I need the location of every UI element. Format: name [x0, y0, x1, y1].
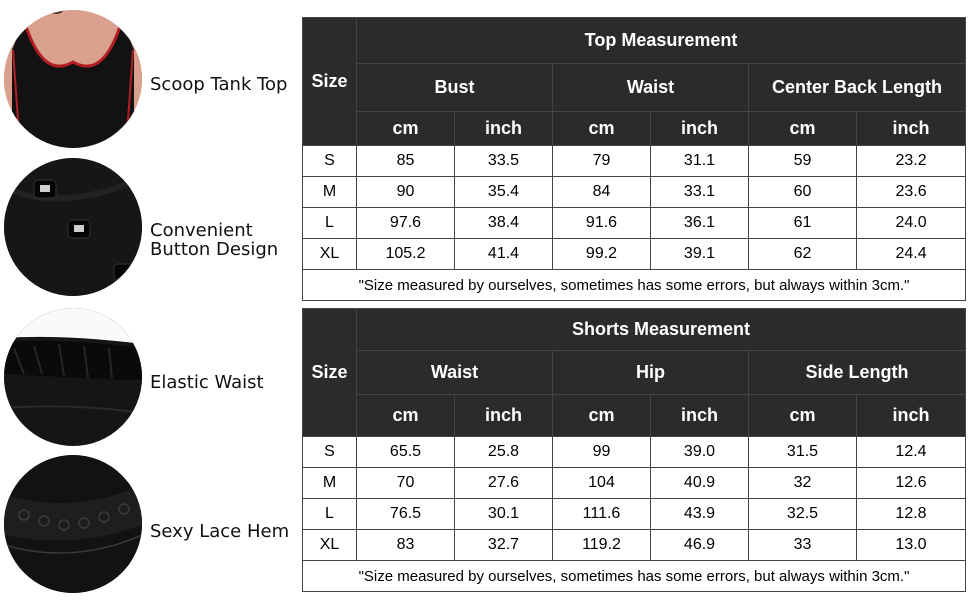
feature-scoop-tank-top: [0, 8, 300, 148]
value-cell: 12.4: [857, 437, 966, 468]
size-note: "Size measured by ourselves, sometimes has some errors, but always within 3cm.": [303, 561, 966, 592]
group-header: Bust: [357, 64, 553, 112]
value-cell: 33.1: [651, 177, 749, 208]
size-cell: S: [303, 437, 357, 468]
value-cell: 31.5: [749, 437, 857, 468]
feature-label: Convenient Button Design: [150, 220, 279, 260]
value-cell: 38.4: [455, 208, 553, 239]
value-cell: 23.6: [857, 177, 966, 208]
unit-header: cm: [749, 112, 857, 146]
unit-header: inch: [857, 112, 966, 146]
value-cell: 85: [357, 146, 455, 177]
group-header: Waist: [553, 64, 749, 112]
value-cell: 12.8: [857, 499, 966, 530]
unit-header: inch: [651, 112, 749, 146]
value-cell: 40.9: [651, 468, 749, 499]
size-cell: M: [303, 177, 357, 208]
group-header: Side Length: [749, 351, 966, 395]
table-row: [303, 437, 966, 468]
value-cell: 61: [749, 208, 857, 239]
table-row: [303, 468, 966, 499]
unit-header: inch: [455, 112, 553, 146]
value-cell: 24.4: [857, 239, 966, 270]
feature-label: Sexy Lace Hem: [150, 521, 290, 542]
unit-header: cm: [749, 395, 857, 437]
table-row: [303, 239, 966, 270]
value-cell: 59: [749, 146, 857, 177]
tank-top-back-photo: [4, 10, 142, 148]
value-cell: 79: [553, 146, 651, 177]
feature-label: Elastic Waist: [150, 372, 264, 393]
feature-elastic-waist: [0, 308, 300, 448]
value-cell: 105.2: [357, 239, 455, 270]
value-cell: 76.5: [357, 499, 455, 530]
feature-button-design: [0, 158, 300, 298]
value-cell: 39.0: [651, 437, 749, 468]
value-cell: 41.4: [455, 239, 553, 270]
value-cell: 23.2: [857, 146, 966, 177]
value-cell: 97.6: [357, 208, 455, 239]
value-cell: 36.1: [651, 208, 749, 239]
value-cell: 60: [749, 177, 857, 208]
size-cell: XL: [303, 239, 357, 270]
table-title: Shorts Measurement: [357, 309, 966, 351]
size-cell: XL: [303, 530, 357, 561]
size-cell: L: [303, 499, 357, 530]
table-row: [303, 208, 966, 239]
size-header: Size: [303, 309, 357, 437]
group-header: Waist: [357, 351, 553, 395]
value-cell: 83: [357, 530, 455, 561]
unit-header: cm: [357, 112, 455, 146]
unit-header: inch: [455, 395, 553, 437]
value-cell: 43.9: [651, 499, 749, 530]
value-cell: 119.2: [553, 530, 651, 561]
feature-label: Scoop Tank Top: [150, 74, 288, 95]
shorts-measurement-table: [302, 308, 966, 592]
table-title: Top Measurement: [357, 18, 966, 64]
value-cell: 24.0: [857, 208, 966, 239]
value-cell: 90: [357, 177, 455, 208]
value-cell: 31.1: [651, 146, 749, 177]
size-header: Size: [303, 18, 357, 146]
value-cell: 32.7: [455, 530, 553, 561]
button-detail-photo: [4, 158, 142, 296]
unit-header: cm: [553, 395, 651, 437]
value-cell: 33.5: [455, 146, 553, 177]
size-cell: S: [303, 146, 357, 177]
feature-lace-hem: [0, 455, 300, 595]
lace-hem-photo: [4, 455, 142, 593]
value-cell: 32.5: [749, 499, 857, 530]
table-row: [303, 499, 966, 530]
value-cell: 13.0: [857, 530, 966, 561]
value-cell: 111.6: [553, 499, 651, 530]
value-cell: 33: [749, 530, 857, 561]
value-cell: 25.8: [455, 437, 553, 468]
table-row: [303, 177, 966, 208]
unit-header: inch: [857, 395, 966, 437]
elastic-waist-photo: [4, 308, 142, 446]
value-cell: 46.9: [651, 530, 749, 561]
value-cell: 39.1: [651, 239, 749, 270]
value-cell: 32: [749, 468, 857, 499]
unit-header: inch: [651, 395, 749, 437]
value-cell: 30.1: [455, 499, 553, 530]
size-cell: L: [303, 208, 357, 239]
value-cell: 35.4: [455, 177, 553, 208]
value-cell: 99: [553, 437, 651, 468]
table-row: [303, 530, 966, 561]
value-cell: 65.5: [357, 437, 455, 468]
group-header: Center Back Length: [749, 64, 966, 112]
table-row: [303, 146, 966, 177]
top-measurement-table: [302, 17, 966, 301]
value-cell: 62: [749, 239, 857, 270]
value-cell: 104: [553, 468, 651, 499]
size-cell: M: [303, 468, 357, 499]
unit-header: cm: [357, 395, 455, 437]
group-header: Hip: [553, 351, 749, 395]
value-cell: 84: [553, 177, 651, 208]
size-note: "Size measured by ourselves, sometimes has some errors, but always within 3cm.": [303, 270, 966, 301]
value-cell: 70: [357, 468, 455, 499]
unit-header: cm: [553, 112, 651, 146]
value-cell: 91.6: [553, 208, 651, 239]
value-cell: 27.6: [455, 468, 553, 499]
value-cell: 12.6: [857, 468, 966, 499]
value-cell: 99.2: [553, 239, 651, 270]
